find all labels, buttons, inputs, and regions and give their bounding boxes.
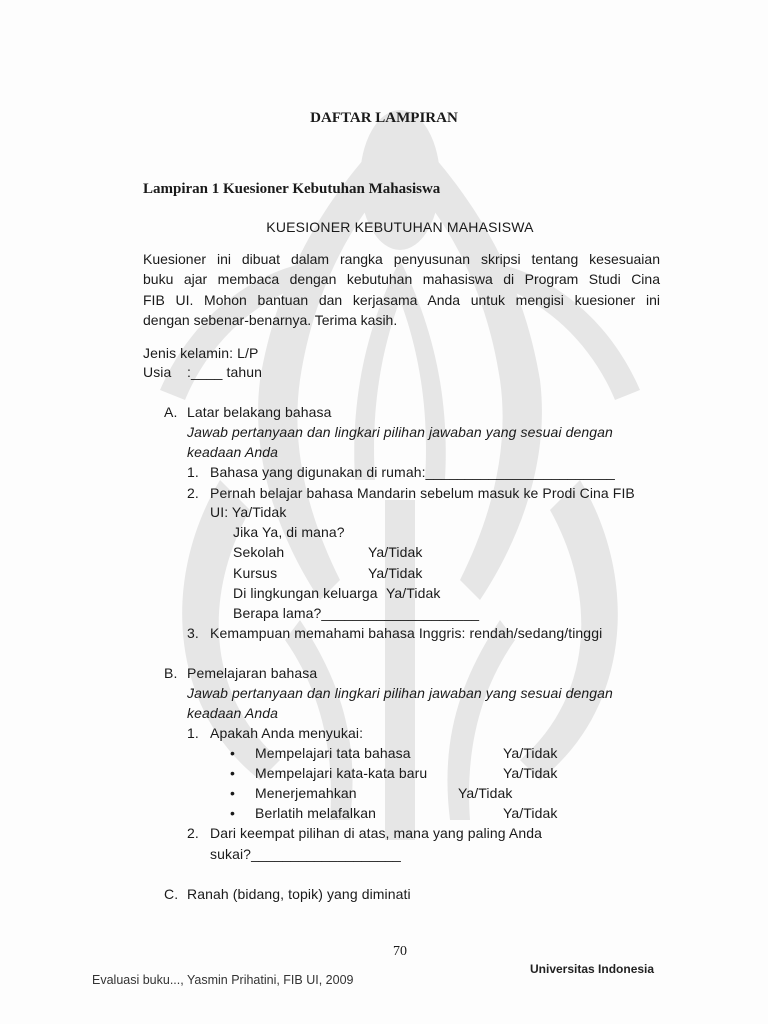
question-mandarin-before-cont: UI: Ya/Tidak bbox=[210, 504, 287, 520]
section-a-marker: A. bbox=[164, 404, 178, 420]
section-a-instruction: Jawab pertanyaan dan lingkari pilihan jawaban yang sesuai dengan bbox=[187, 424, 613, 440]
intro-line: buku ajar membaca dengan kebutuhan mahasiswa di Program Studi Cina bbox=[143, 271, 660, 288]
question-number: 1. bbox=[187, 725, 199, 741]
gender-field: Jenis kelamin: L/P bbox=[143, 345, 259, 361]
bullet-icon: • bbox=[230, 785, 236, 801]
bullet-icon: • bbox=[230, 745, 236, 761]
section-b-title: Pemelajaran bahasa bbox=[187, 665, 318, 681]
section-c-marker: C. bbox=[164, 886, 179, 902]
intro-line: FIB UI. Mohon bantuan dan kerjasama Anda untuk mengisi kuesioner ini bbox=[143, 291, 660, 308]
bullet-icon: • bbox=[230, 765, 236, 781]
bullet-icon: • bbox=[230, 805, 236, 821]
footer-university: Universitas Indonesia bbox=[530, 962, 655, 976]
option-family-answer: Ya/Tidak bbox=[386, 585, 441, 601]
question-where: Jika Ya, di mana? bbox=[233, 524, 345, 540]
bullet-translate-answer: Ya/Tidak bbox=[458, 785, 513, 801]
bullet-pronunciation: Berlatih melafalkan bbox=[255, 805, 376, 821]
age-label: Usia bbox=[143, 364, 172, 380]
questionnaire-title: KUESIONER KEBUTUHAN MAHASISWA bbox=[266, 219, 534, 235]
intro-line: dengan sebenar-benarnya. Terima kasih. bbox=[143, 312, 398, 329]
question-english-ability: Kemampuan memahami bahasa Inggris: rendah/sedang/tinggi bbox=[210, 625, 603, 641]
footer-citation: Evaluasi buku..., Yasmin Prihatini, FIB UI, 2009 bbox=[92, 973, 354, 987]
intro-line: Kuesioner ini dibuat dalam rangka penyusunan skripsi tentang kesesuaian bbox=[143, 251, 660, 267]
question-favorite: Dari keempat pilihan di atas, mana yang paling Anda bbox=[210, 825, 542, 841]
question-number: 2. bbox=[187, 825, 199, 841]
option-course-answer: Ya/Tidak bbox=[368, 565, 423, 581]
section-a-instruction-cont: keadaan Anda bbox=[187, 444, 278, 460]
section-b-instruction-cont: keadaan Anda bbox=[187, 705, 278, 721]
option-course: Kursus bbox=[233, 565, 278, 581]
bullet-translate: Menerjemahkan bbox=[255, 785, 357, 801]
age-field: :____ tahun bbox=[187, 364, 263, 380]
bullet-vocabulary: Mempelajari kata-kata baru bbox=[255, 765, 428, 781]
question-number: 2. bbox=[187, 485, 199, 501]
question-duration: Berapa lama?____________________ bbox=[233, 605, 480, 621]
question-mandarin-before: Pernah belajar bahasa Mandarin sebelum masuk ke Prodi Cina FIB bbox=[210, 485, 635, 501]
question-likes: Apakah Anda menyukai: bbox=[210, 725, 364, 741]
question-home-language: Bahasa yang digunakan di rumah:________________________ bbox=[210, 464, 615, 480]
section-c-title: Ranah (bidang, topik) yang diminati bbox=[187, 886, 411, 902]
bullet-grammar: Mempelajari tata bahasa bbox=[255, 745, 411, 761]
appendix-title: Lampiran 1 Kuesioner Kebutuhan Mahasiswa bbox=[143, 181, 441, 197]
option-school: Sekolah bbox=[233, 544, 285, 560]
question-favorite-cont: sukai?___________________ bbox=[210, 846, 401, 862]
section-b-instruction: Jawab pertanyaan dan lingkari pilihan jawaban yang sesuai dengan bbox=[187, 685, 613, 701]
bullet-vocabulary-answer: Ya/Tidak bbox=[503, 765, 558, 781]
option-family: Di lingkungan keluarga bbox=[233, 585, 378, 601]
page-title: DAFTAR LAMPIRAN bbox=[310, 110, 458, 126]
page-number: 70 bbox=[393, 944, 407, 959]
question-number: 3. bbox=[187, 625, 199, 641]
question-number: 1. bbox=[187, 464, 199, 480]
section-b-marker: B. bbox=[164, 665, 178, 681]
option-school-answer: Ya/Tidak bbox=[368, 544, 423, 560]
bullet-pronunciation-answer: Ya/Tidak bbox=[503, 805, 558, 821]
intro-paragraph bbox=[143, 249, 660, 331]
section-a-title: Latar belakang bahasa bbox=[187, 404, 332, 420]
bullet-grammar-answer: Ya/Tidak bbox=[503, 745, 558, 761]
